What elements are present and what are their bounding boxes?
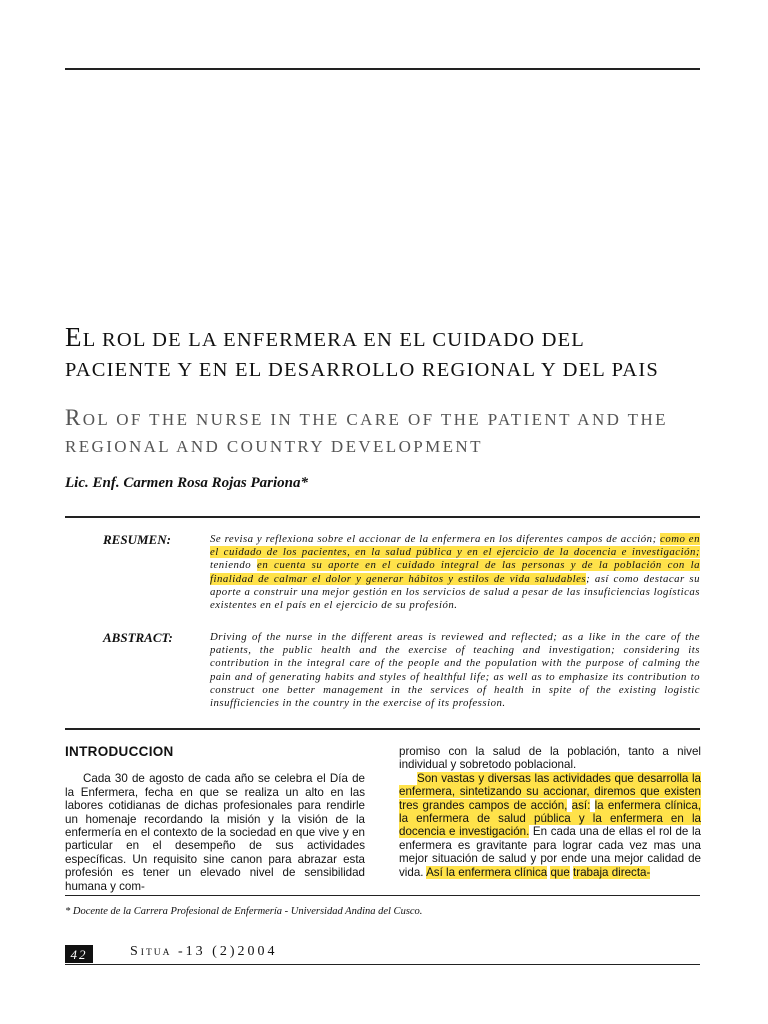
footnote-rule xyxy=(65,895,700,896)
footer-rule xyxy=(65,964,700,965)
journal-name xyxy=(130,944,278,960)
section-heading: INTRODUCCION xyxy=(65,744,174,759)
resumen-highlight-2: en cuenta su aporte en el cuidado integral de las personas y de la población con la finalidad de calmar el dolor y generar hábitos y estilos de vida saludables xyxy=(210,559,701,585)
body-text-1 xyxy=(567,799,571,812)
abstract-text xyxy=(210,631,700,710)
right-paragraph-2 xyxy=(399,772,701,879)
body-highlight-1: Son vastas y diversas las actividades que desarrolla la enfermera, sintetizando su accionar, diremos que existen tres grandes campos de acción, xyxy=(399,771,701,812)
abstract-paragraph: Driving of the nurse in the different areas is reviewed and reflected; as a like in the care of the patients, the public health and the exercise of teaching and investigation; considering its contribution in the integral care of the people and the population with the purpose of calming the pain and of generating habits and styles of healthful life; as well as to emphasize its contribution to construct one better management in the services of health in spite of the existing logistic insufficiencies in the country in the exercise of its profession. xyxy=(210,631,700,710)
abstract-bottom-rule xyxy=(65,728,700,730)
body-text-2 xyxy=(590,799,594,812)
footnote: * Docente de la Carrera Profesional de Enfermería - Universidad Andina del Cusco. xyxy=(65,906,423,917)
subtitle-initial: R xyxy=(65,405,83,430)
title-line-1: L ROL DE LA ENFERMERA EN EL CUIDADO DEL xyxy=(82,329,586,351)
resumen-label: RESUMEN: xyxy=(103,532,171,547)
subtitle-line-2: REGIONAL AND COUNTRY DEVELOPMENT xyxy=(65,437,483,456)
body-highlight-5: que xyxy=(550,865,570,879)
body-highlight-3: la enfermera clínica, la enfermera de salud pública y la enfermera en la docencia e investigación. xyxy=(399,798,701,839)
author-name: Lic. Enf. Carmen Rosa Rojas Pariona* xyxy=(65,475,308,491)
right-paragraph-1: promiso con la salud de la población, tanto a nivel individual y sobretodo poblacional. xyxy=(399,745,701,772)
resumen-seg-1: Se revisa y reflexiona sobre el accionar de la enfermera en los diferentes campos de acción; xyxy=(210,533,661,545)
top-rule xyxy=(65,68,700,70)
body-highlight-6: trabaja directa- xyxy=(573,865,651,879)
journal-smallcaps: ITUA xyxy=(140,948,172,958)
resumen-seg-3: teniendo xyxy=(210,559,258,572)
body-text-3: En cada una de ellas el rol de la enfermera es gravitante para lograr cada vez mas una mejor situación de salud y por ende una mejor calidad de vida. xyxy=(399,825,702,879)
article-subtitle xyxy=(65,404,700,460)
resumen-highlight-1: como en el cuidado de los pacientes, en la salud pública y en el ejercicio de la docencia e investigación; xyxy=(210,533,700,559)
article-title xyxy=(65,322,700,385)
title-line-2: PACIENTE Y EN EL DESARROLLO REGIONAL Y DEL PAIS xyxy=(65,359,659,381)
subtitle-line-1: OL OF THE NURSE IN THE CARE OF THE PATIENT AND THE xyxy=(82,410,668,429)
abstract-label: ABSTRACT: xyxy=(103,630,173,645)
body-right-column xyxy=(399,745,701,879)
body-highlight-4: Así la enfermera clínica xyxy=(426,865,548,879)
journal-initial: S xyxy=(130,944,141,959)
journal-issue: -13 (2)2004 xyxy=(171,944,278,959)
abstract-top-rule xyxy=(65,516,700,518)
title-initial: E xyxy=(65,322,83,352)
intro-paragraph: Cada 30 de agosto de cada año se celebra el Día de la Enfermera, fecha en que se realiza un alto en las labores cotidianas de dichas profesionales para rendirle un homenaje recordando la misión y la visión de la enfermería en el contexto de la sociedad en que vive y en particular en el desempeño de sus actividades específicas. Un requisito sine canon para abrazar esta profesión es tener un elevado nivel de sensibilidad humana y com- xyxy=(65,772,365,893)
page-number: 42 xyxy=(65,945,93,963)
resumen-seg-5: ; así como destacar su aporte a construir una mejor gestión en los servicios de salud a pesar de las insuficiencias logísticas existentes en el país en el ejercicio de su profesión. xyxy=(210,572,700,612)
body-highlight-2: así: xyxy=(571,798,591,812)
resumen-text xyxy=(210,533,700,612)
body-left-column xyxy=(65,745,365,893)
